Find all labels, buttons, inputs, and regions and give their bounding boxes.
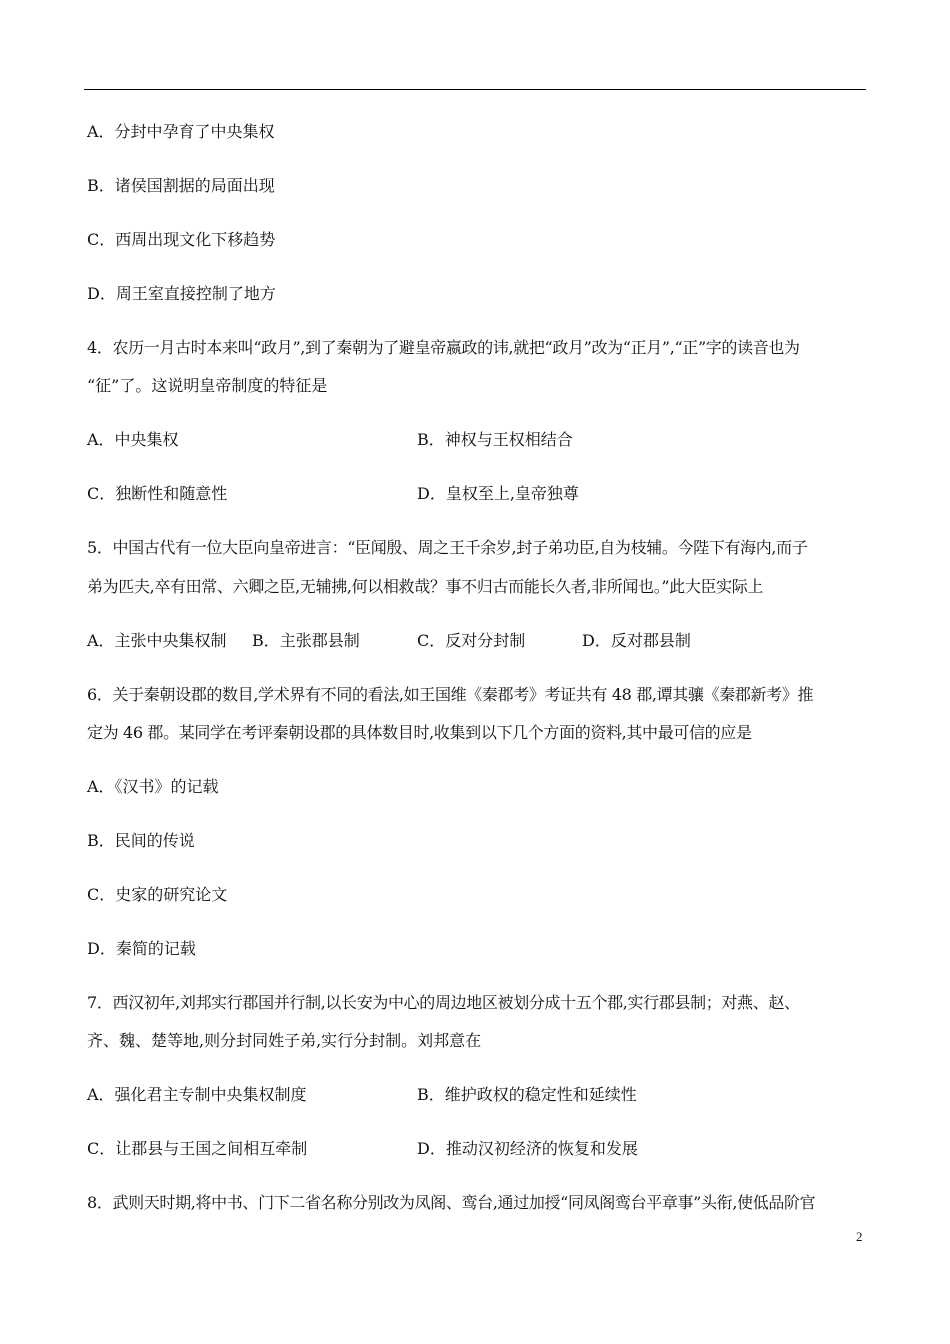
q4-option-a[interactable]: A．中央集权 (87, 430, 179, 449)
q5-option-a[interactable]: A．主张中央集权制 (87, 631, 227, 650)
q6-stem-line2: 定为 46 郡。某同学在考评秦朝设郡的具体数目时,收集到以下几个方面的资料,其中最可信的应是 (87, 723, 752, 742)
q6-option-b[interactable]: B．民间的传说 (87, 831, 195, 850)
q5-option-c[interactable]: C．反对分封制 (417, 631, 526, 650)
q6-option-c[interactable]: C．史家的研究论文 (87, 885, 228, 904)
q5-option-b[interactable]: B．主张郡县制 (252, 631, 360, 650)
q8-stem-line1: 8．武则天时期,将中书、门下二省名称分别改为凤阁、鸾台,通过加授“同凤阁鸾台平章事”头衔,使低品阶官 (87, 1193, 816, 1212)
q6-option-d[interactable]: D．秦简的记载 (87, 939, 196, 958)
q5-option-d[interactable]: D．反对郡县制 (582, 631, 691, 650)
q4-stem-line2: “征”了。这说明皇帝制度的特征是 (87, 376, 328, 395)
q4-option-d[interactable]: D．皇权至上,皇帝独尊 (417, 484, 579, 503)
q6-stem-line1: 6．关于秦朝设郡的数目,学术界有不同的看法,如王国维《秦郡考》考证共有 48 郡,谭其骧《秦郡新考》推 (87, 685, 814, 704)
q4-option-c[interactable]: C．独断性和随意性 (87, 484, 228, 503)
q4-option-b[interactable]: B．神权与王权相结合 (417, 430, 573, 449)
q6-option-a[interactable]: A．《汉书》的记载 (87, 777, 219, 796)
q7-stem-line2: 齐、魏、楚等地,则分封同姓子弟,实行分封制。刘邦意在 (87, 1031, 482, 1050)
q7-stem-line1: 7．西汉初年,刘邦实行郡国并行制,以长安为中心的周边地区被划分成十五个郡,实行郡县制；对燕、赵、 (87, 993, 800, 1012)
q7-option-a[interactable]: A．强化君主专制中央集权制度 (87, 1085, 307, 1104)
page-number: 2 (856, 1229, 863, 1244)
q3-option-b[interactable]: B．诸侯国割据的局面出现 (87, 176, 275, 195)
q5-stem-line1: 5．中国古代有一位大臣向皇帝进言：“臣闻殷、周之王千余岁,封子弟功臣,自为枝辅。今陛下有海内,而子 (87, 538, 808, 557)
q3-option-c[interactable]: C．西周出现文化下移趋势 (87, 230, 276, 249)
q7-option-d[interactable]: D．推动汉初经济的恢复和发展 (417, 1139, 638, 1158)
q5-stem-line2: 弟为匹夫,卒有田常、六卿之臣,无辅拂,何以相救哉？事不归古而能长久者,非所闻也。”此大臣实际上 (87, 577, 764, 596)
q3-option-a[interactable]: A．分封中孕育了中央集权 (87, 122, 275, 141)
q7-option-c[interactable]: C．让郡县与王国之间相互牵制 (87, 1139, 308, 1158)
q7-option-b[interactable]: B．维护政权的稳定性和延续性 (417, 1085, 637, 1104)
q3-option-d[interactable]: D．周王室直接控制了地方 (87, 284, 276, 303)
header-rule (84, 89, 866, 90)
q4-stem-line1: 4．农历一月古时本来叫“政月”,到了秦朝为了避皇帝嬴政的讳,就把“政月”改为“正月”,“正”字的读音也为 (87, 338, 800, 357)
